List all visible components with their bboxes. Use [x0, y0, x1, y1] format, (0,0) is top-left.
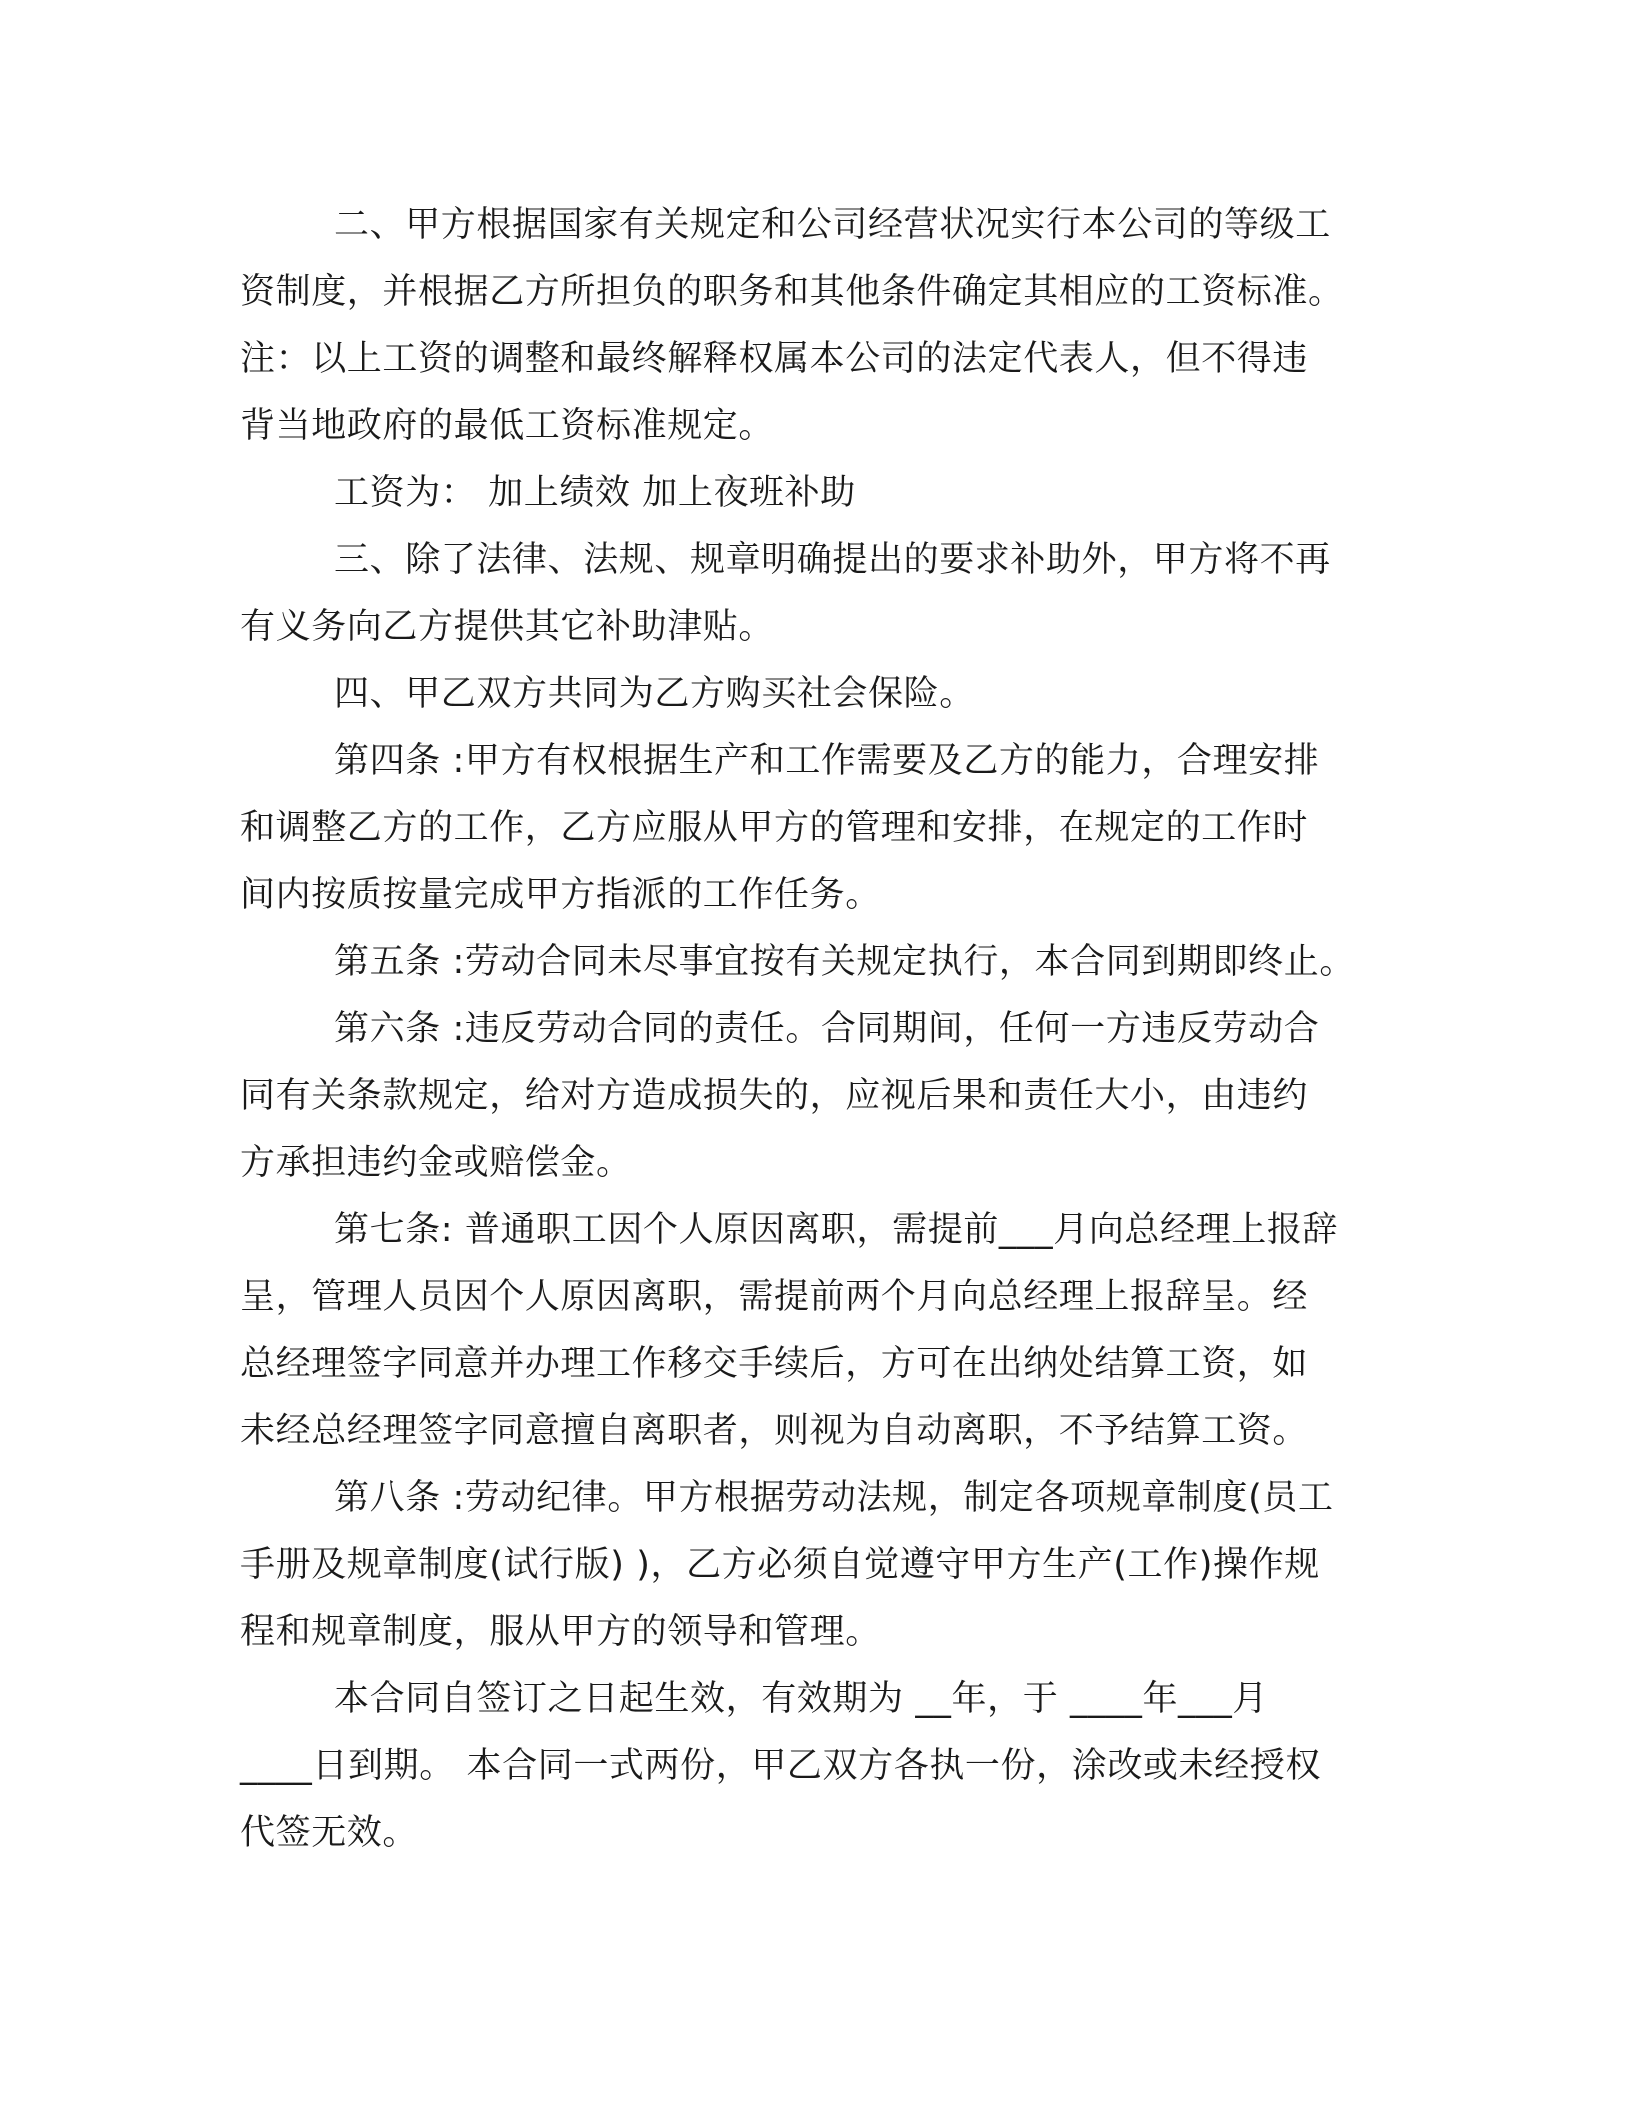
- contract-body: [240, 192, 1400, 1867]
- text-line: 第四条 :甲方有权根据生产和工作需要及乙方的能力，合理安排: [334, 741, 1320, 781]
- text-line: 资制度，并根据乙方所担负的职务和其他条件确定其相应的工资标准。: [240, 272, 1344, 312]
- text-line: 背当地政府的最低工资标准规定。: [240, 406, 775, 446]
- text-line: 三、除了法律、法规、规章明确提出的要求补助外，甲方将不再: [334, 540, 1331, 580]
- text-line: 间内按质按量完成甲方指派的工作任务。: [240, 875, 881, 915]
- text-line: 四、甲乙双方共同为乙方购买社会保险。: [334, 674, 975, 714]
- text-line: 有义务向乙方提供其它补助津贴。: [240, 607, 775, 647]
- text-line: 第六条 :违反劳动合同的责任。合同期间，任何一方违反劳动合: [334, 1009, 1320, 1049]
- text-line: 第八条 :劳动纪律。甲方根据劳动法规，制定各项规章制度(员工: [334, 1478, 1334, 1518]
- text-line: 第七条: 普通职工因个人原因离职，需提前___月向总经理上报辞: [334, 1210, 1339, 1250]
- text-line: 总经理签字同意并办理工作移交手续后，方可在出纳处结算工资，如: [240, 1344, 1309, 1384]
- text-line: 手册及规章制度(试行版) )，乙方必须自觉遵守甲方生产(工作)操作规: [240, 1545, 1320, 1585]
- text-line: 二、甲方根据国家有关规定和公司经营状况实行本公司的等级工: [334, 205, 1331, 245]
- text-line: 呈，管理人员因个人原因离职，需提前两个月向总经理上报辞呈。经: [240, 1277, 1309, 1317]
- text-line: 第五条 :劳动合同未尽事宜按有关规定执行，本合同到期即终止。: [334, 942, 1355, 982]
- text-line: 同有关条款规定，给对方造成损失的，应视后果和责任大小，由违约: [240, 1076, 1309, 1116]
- text-line: 注：以上工资的调整和最终解释权属本公司的法定代表人，但不得违: [240, 339, 1309, 379]
- text-line: 程和规章制度，服从甲方的领导和管理。: [240, 1612, 881, 1652]
- text-line: 本合同自签订之日起生效，有效期为 __年，于 ____年___月: [334, 1679, 1268, 1719]
- text-line: 代签无效。: [240, 1813, 419, 1853]
- text-line: 和调整乙方的工作，乙方应服从甲方的管理和安排，在规定的工作时: [240, 808, 1309, 848]
- text-line: 未经总经理签字同意擅自离职者，则视为自动离职，不予结算工资。: [240, 1411, 1309, 1451]
- text-line: 方承担违约金或赔偿金。: [240, 1143, 632, 1183]
- text-line: ____日到期。 本合同一式两份，甲乙双方各执一份，涂改或未经授权: [240, 1746, 1321, 1786]
- text-line: 工资为： 加上绩效 加上夜班补助: [334, 473, 856, 513]
